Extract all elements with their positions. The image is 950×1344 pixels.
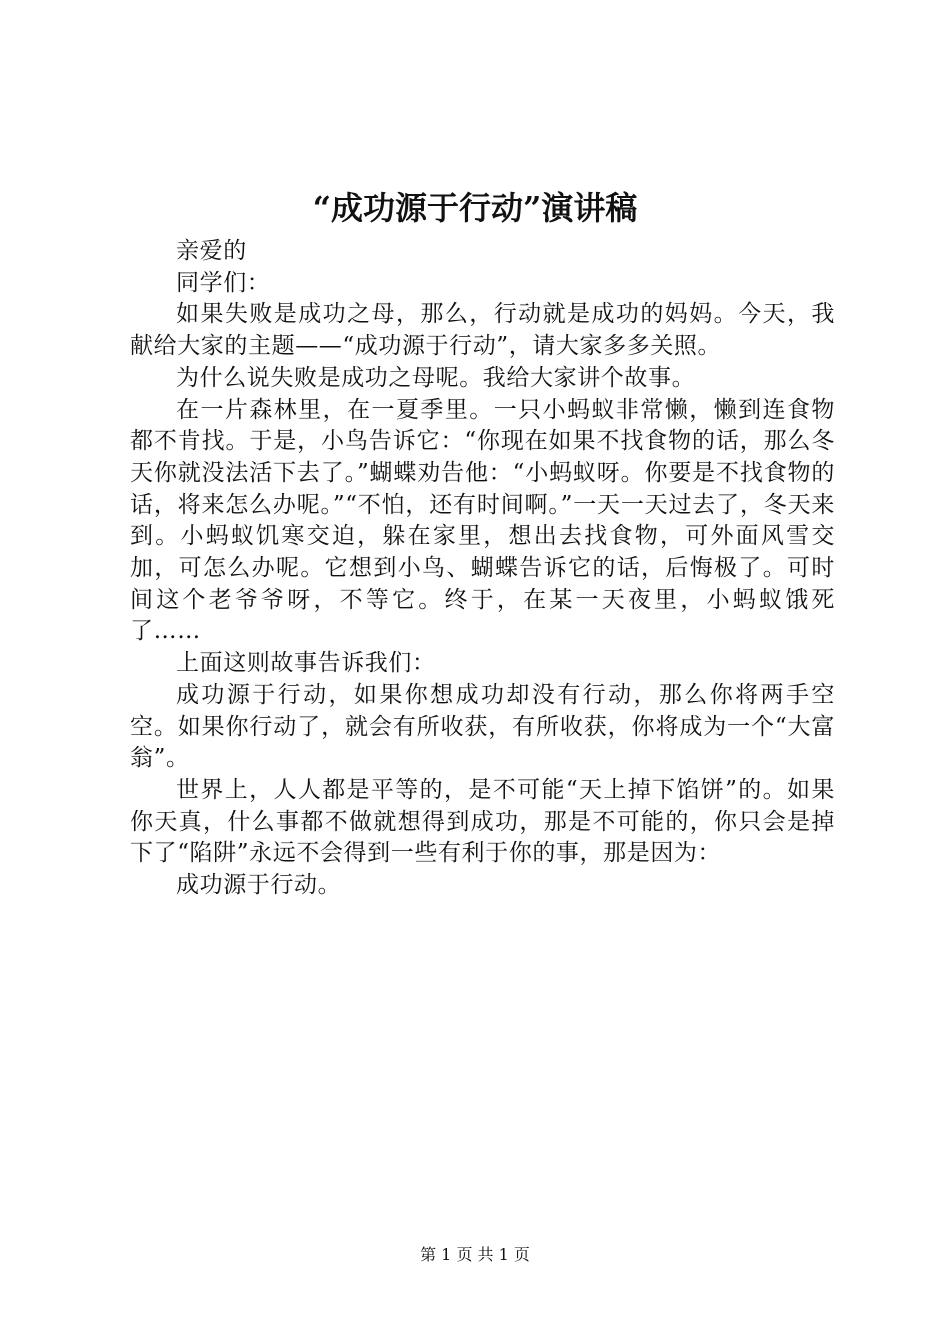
- paragraph-intro: 如果失败是成功之母，那么，行动就是成功的妈妈。今天，我献给大家的主题——“成功源于行动”，请大家多多关照。: [130, 301, 835, 360]
- paragraph-lesson: 成功源于行动，如果你想成功却没有行动，那么你将两手空空。如果你行动了，就会有所收获，有所收获，你将成为一个“大富翁”。: [130, 681, 835, 772]
- paragraph-lesson-lead: 上面这则故事告诉我们：: [176, 650, 436, 677]
- paragraph-conclusion: 成功源于行动。: [176, 872, 342, 899]
- document-body: [130, 236, 835, 902]
- paragraph-world: 世界上，人人都是平等的，是不可能“天上掉下馅饼”的。如果你天真，什么事都不做就想得到成功，那是不可能的，你只会是掉下了“陷阱”永远不会得到一些有利于你的事，那是因为：: [130, 776, 835, 867]
- paragraph-question: 为什么说失败是成功之母呢。我给大家讲个故事。: [176, 364, 696, 391]
- greeting-line-1: 亲爱的: [176, 238, 247, 264]
- page-number-footer: 第 1 页 共 1 页: [420, 1245, 530, 1264]
- greeting-line-2: 同学们：: [176, 269, 271, 296]
- document-title: “成功源于行动”演讲稿: [312, 189, 638, 227]
- paragraph-story: 在一片森林里，在一夏季里。一只小蚂蚁非常懒，懒到连食物都不肯找。于是，小鸟告诉它：“你现在如果不找食物的话，那么冬天你就没法活下去了。”蝴蝶劝告他：“小蚂蚁呀。你要是不找食物的话，将来怎么办呢。”“不怕，还有时间啊。”一天一天过去了，冬天来到。小蚂蚁饥寒交迫，躲在家里，想出去找食物，可外面风雪交加，可怎么办呢。它想到小鸟、蝴蝶告诉它的话，后悔极了。可时间这个老爷爷呀，不等它。终于，在某一天夜里，小蚂蚁饿死了……: [130, 396, 835, 645]
